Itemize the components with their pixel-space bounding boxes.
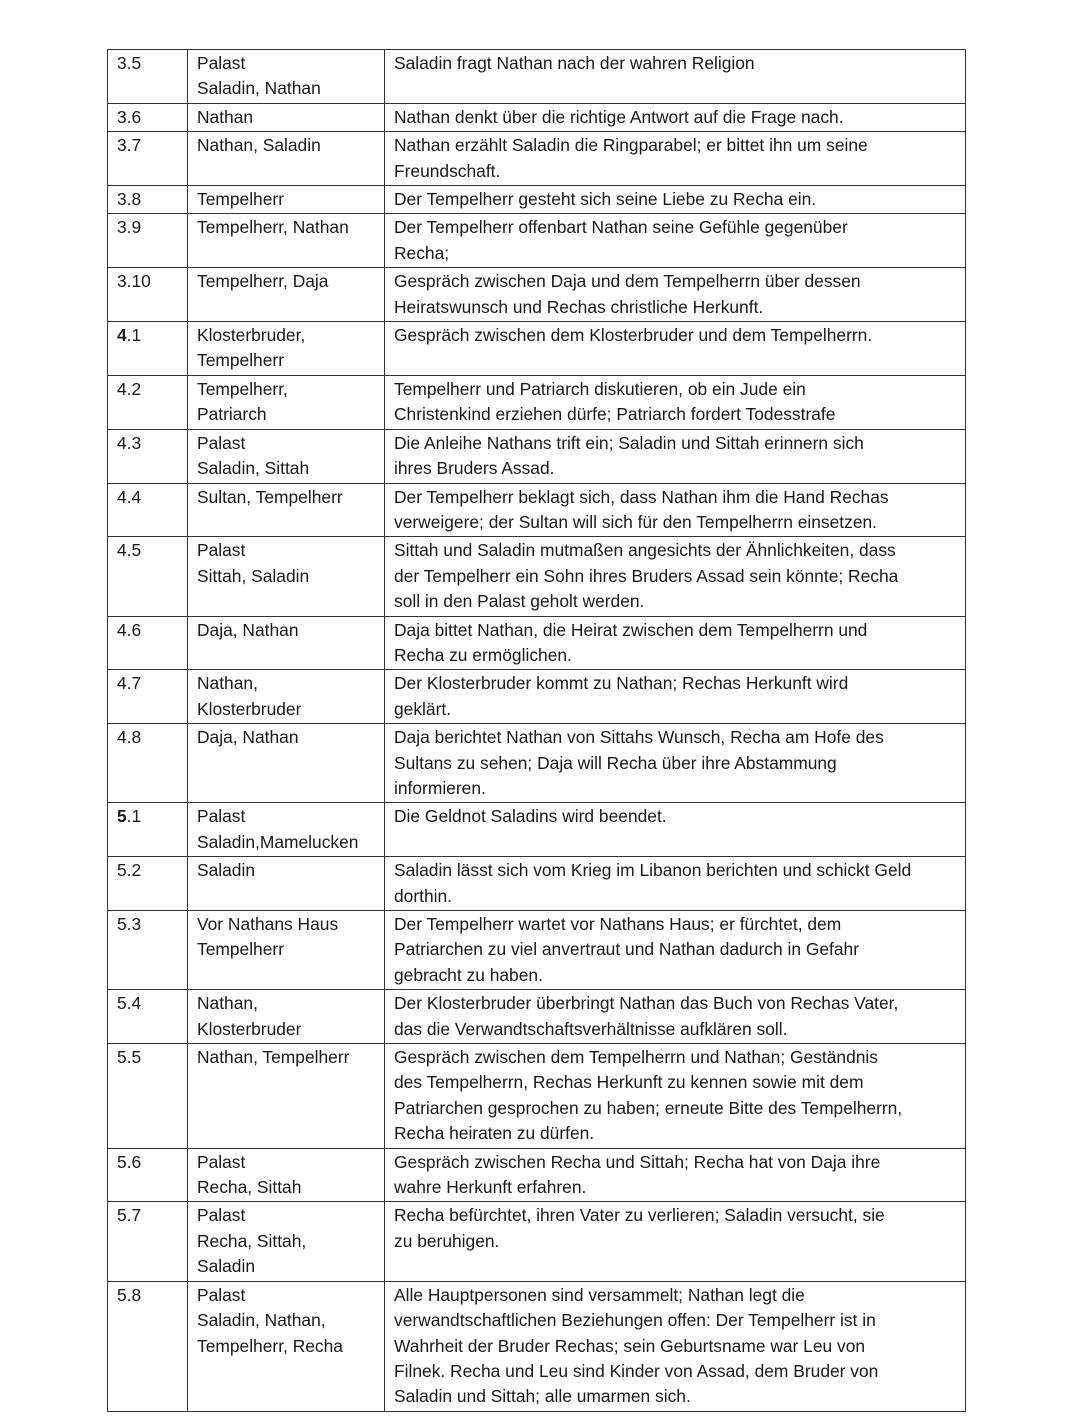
content-line: Der Klosterbruder überbringt Nathan das Buch von Rechas Vater, [394, 993, 899, 1014]
content-line: Recha heiraten zu dürfen. [394, 1123, 595, 1144]
content-line: Saladin und Sittah; alle umarmen sich. [394, 1386, 691, 1407]
character-line: Saladin, Nathan [197, 78, 321, 99]
character-line: Nathan, Tempelherr [197, 1047, 350, 1068]
content-line: dorthin. [394, 885, 453, 906]
table-row [108, 429, 966, 483]
scene-number-cell: 3.6 [108, 103, 188, 131]
scene-number-cell: 3.5 [108, 50, 188, 104]
content-cell [385, 670, 966, 724]
character-line: Sittah, Saladin [197, 565, 310, 586]
scene-number-cell: 4.5 [108, 537, 188, 616]
content-line: Daja berichtet Nathan von Sittahs Wunsch, Recha am Hofe des [394, 727, 884, 748]
content-line: Patriarchen zu viel anvertraut und Nathan dadurch in Gefahr [394, 939, 859, 960]
character-line: Nathan, [197, 673, 258, 694]
character-line: Daja, Nathan [197, 727, 299, 748]
content-cell [385, 483, 966, 537]
content-cell [385, 50, 966, 104]
content-line: geklärt. [394, 698, 452, 719]
content-line: Saladin fragt Nathan nach der wahren Religion [394, 53, 755, 73]
character-line: Klosterbruder [197, 698, 302, 719]
content-line: Daja bittet Nathan, die Heirat zwischen dem Tempelherrn und [394, 619, 868, 640]
content-cell [385, 132, 966, 186]
character-line: Palast [197, 540, 246, 561]
characters-cell [188, 724, 385, 803]
character-line: Saladin [197, 860, 256, 881]
character-line: Tempelherr [197, 350, 284, 371]
character-line: Palast [197, 1151, 246, 1172]
character-line: Palast [197, 806, 246, 827]
table-row [108, 1202, 966, 1281]
content-line: Saladin lässt sich vom Krieg im Libanon berichten und schickt Geld [394, 860, 912, 881]
table-row [108, 911, 966, 990]
scene-number-cell [108, 803, 188, 857]
table-row [108, 483, 966, 537]
content-line: Recha befürchtet, ihren Vater zu verlieren; Saladin versucht, sie [394, 1205, 885, 1226]
characters-cell [188, 375, 385, 429]
act-number: 4 [117, 325, 127, 346]
content-line: Die Geldnot Saladins wird beendet. [394, 806, 667, 827]
content-line: Der Tempelherr wartet vor Nathans Haus; er fürchtet, dem [394, 914, 842, 934]
table-row [108, 1148, 966, 1202]
content-line: Christenkind erziehen dürfe; Patriarch fordert Todesstrafe [394, 404, 836, 425]
content-cell [385, 724, 966, 803]
table-row [108, 537, 966, 616]
character-line: Tempelherr, Daja [197, 271, 329, 292]
scene-number-cell: 4.8 [108, 724, 188, 803]
scene-number-cell: 3.7 [108, 132, 188, 186]
character-line: Nathan, [197, 993, 258, 1014]
table-row [108, 132, 966, 186]
characters-cell [188, 990, 385, 1044]
character-line: Saladin,Mamelucken [197, 831, 359, 852]
character-line: Daja, Nathan [197, 619, 299, 640]
content-line: das die Verwandtschaftsverhältnisse aufklären soll. [394, 1018, 788, 1039]
content-line: Recha zu ermöglichen. [394, 644, 572, 665]
scene-number-cell: 4.3 [108, 429, 188, 483]
scene-number-cell: 4.4 [108, 483, 188, 537]
table-row [108, 857, 966, 911]
table-row [108, 375, 966, 429]
content-line: verwandtschaftlichen Beziehungen offen: Der Tempelherr ist in [394, 1310, 876, 1331]
content-line: Gespräch zwischen Recha und Sittah; Recha hat von Daja ihre [394, 1151, 881, 1172]
scene-suffix: .1 [126, 806, 142, 827]
character-line: Klosterbruder, [197, 325, 306, 346]
content-cell [385, 375, 966, 429]
table-row [108, 990, 966, 1044]
content-line: Der Tempelherr beklagt sich, dass Nathan ihm die Hand Rechas [394, 486, 889, 507]
content-cell [385, 103, 966, 131]
scene-number-cell: 3.9 [108, 214, 188, 268]
content-cell [385, 186, 966, 214]
table-row [108, 103, 966, 131]
character-line: Palast [197, 1284, 246, 1305]
content-cell [385, 429, 966, 483]
scene-number-cell: 5.2 [108, 857, 188, 911]
characters-cell [188, 429, 385, 483]
character-line: Tempelherr [197, 189, 284, 210]
content-line: des Tempelherrn, Rechas Herkunft zu kennen sowie mit dem [394, 1072, 864, 1093]
characters-cell [188, 132, 385, 186]
characters-cell [188, 803, 385, 857]
content-cell [385, 803, 966, 857]
characters-cell [188, 214, 385, 268]
content-line: ihres Bruders Assad. [394, 458, 555, 479]
character-line: Recha, Sittah, [197, 1230, 307, 1251]
content-line: Sittah und Saladin mutmaßen angesichts der Ähnlichkeiten, dass [394, 540, 896, 561]
act-number: 5 [117, 806, 127, 827]
scene-number-cell: 3.8 [108, 186, 188, 214]
content-line: Der Tempelherr gesteht sich seine Liebe zu Recha ein. [394, 189, 817, 210]
table-body [108, 50, 966, 1412]
table-row [108, 268, 966, 322]
table-row [108, 670, 966, 724]
content-line: der Tempelherr ein Sohn ihres Bruders Assad sein könnte; Recha [394, 565, 899, 586]
character-line: Sultan, Tempelherr [197, 486, 343, 507]
scene-number-cell: 5.6 [108, 1148, 188, 1202]
content-line: Tempelherr und Patriarch diskutieren, ob ein Jude ein [394, 378, 806, 399]
character-line: Palast [197, 1205, 246, 1226]
character-line: Nathan, Saladin [197, 135, 321, 156]
content-line: Der Klosterbruder kommt zu Nathan; Rechas Herkunft wird [394, 673, 849, 694]
scene-number-cell: 4.2 [108, 375, 188, 429]
characters-cell [188, 1202, 385, 1281]
character-line: Saladin, Nathan, [197, 1310, 326, 1331]
table-row [108, 322, 966, 376]
content-line: Freundschaft. [394, 160, 501, 181]
scene-number-cell: 3.10 [108, 268, 188, 322]
content-cell [385, 214, 966, 268]
content-cell [385, 268, 966, 322]
content-line: Patriarchen gesprochen zu haben; erneute Bitte des Tempelherrn, [394, 1097, 903, 1118]
content-cell [385, 616, 966, 670]
content-line: soll in den Palast geholt werden. [394, 591, 645, 612]
scene-suffix: .1 [126, 325, 142, 346]
character-line: Vor Nathans Haus [197, 914, 339, 934]
scene-overview-table [107, 49, 966, 1412]
table-row [108, 724, 966, 803]
table-row [108, 616, 966, 670]
content-cell [385, 537, 966, 616]
characters-cell [188, 670, 385, 724]
table-row [108, 803, 966, 857]
character-line: Tempelherr, Recha [197, 1335, 343, 1356]
content-line: verweigere; der Sultan will sich für den Tempelherrn einsetzen. [394, 511, 877, 532]
characters-cell [188, 50, 385, 104]
scene-number-cell: 5.7 [108, 1202, 188, 1281]
scene-number-cell [108, 322, 188, 376]
scene-number-cell: 5.5 [108, 1044, 188, 1149]
character-line: Tempelherr, Nathan [197, 217, 349, 238]
content-line: Filnek. Recha und Leu sind Kinder von Assad, dem Bruder von [394, 1360, 879, 1381]
characters-cell [188, 1044, 385, 1149]
content-line: Gespräch zwischen dem Tempelherrn und Nathan; Geständnis [394, 1047, 878, 1068]
characters-cell [188, 268, 385, 322]
character-line: Klosterbruder [197, 1018, 302, 1039]
content-line: Nathan denkt über die richtige Antwort auf die Frage nach. [394, 106, 844, 127]
characters-cell [188, 483, 385, 537]
characters-cell [188, 1281, 385, 1411]
scene-number-cell: 5.8 [108, 1281, 188, 1411]
content-cell [385, 1281, 966, 1411]
table-row [108, 214, 966, 268]
character-line: Tempelherr, [197, 378, 288, 399]
scene-number-cell: 5.4 [108, 990, 188, 1044]
content-cell [385, 322, 966, 376]
content-line: Der Tempelherr offenbart Nathan seine Gefühle gegenüber [394, 217, 848, 238]
characters-cell [188, 537, 385, 616]
content-line: Heiratswunsch und Rechas christliche Herkunft. [394, 296, 764, 317]
content-line: Wahrheit der Bruder Rechas; sein Geburtsname war Leu von [394, 1335, 866, 1356]
characters-cell [188, 322, 385, 376]
content-line: zu beruhigen. [394, 1230, 500, 1251]
content-line: Gespräch zwischen Daja und dem Tempelherrn über dessen [394, 271, 861, 292]
content-line: Alle Hauptpersonen sind versammelt; Nathan legt die [394, 1284, 805, 1305]
character-line: Saladin [197, 1256, 256, 1277]
character-line: Nathan [197, 106, 254, 127]
content-line: wahre Herkunft erfahren. [394, 1177, 587, 1198]
content-line: Die Anleihe Nathans trift ein; Saladin und Sittah erinnern sich [394, 432, 864, 453]
content-cell [385, 990, 966, 1044]
content-line: Recha; [394, 242, 450, 263]
character-line: Recha, Sittah [197, 1177, 302, 1198]
content-line: Sultans zu sehen; Daja will Recha über ihre Abstammung [394, 752, 837, 773]
character-line: Patriarch [197, 404, 267, 425]
characters-cell [188, 186, 385, 214]
content-line: Gespräch zwischen dem Klosterbruder und dem Tempelherrn. [394, 325, 873, 346]
characters-cell [188, 911, 385, 990]
character-line: Saladin, Sittah [197, 458, 310, 479]
content-cell [385, 911, 966, 990]
content-cell [385, 1148, 966, 1202]
characters-cell [188, 857, 385, 911]
character-line: Tempelherr [197, 939, 284, 960]
content-line: Nathan erzählt Saladin die Ringparabel; er bittet ihn um seine [394, 135, 868, 156]
scene-number-cell: 5.3 [108, 911, 188, 990]
content-cell [385, 1044, 966, 1149]
table-row [108, 1281, 966, 1411]
character-line: Palast [197, 53, 246, 73]
content-line: informieren. [394, 777, 486, 798]
content-line: gebracht zu haben. [394, 964, 543, 985]
character-line: Palast [197, 432, 246, 453]
content-cell [385, 1202, 966, 1281]
content-cell [385, 857, 966, 911]
scene-number-cell: 4.7 [108, 670, 188, 724]
scene-number-cell: 4.6 [108, 616, 188, 670]
table-row [108, 186, 966, 214]
characters-cell [188, 616, 385, 670]
table-row [108, 1044, 966, 1149]
characters-cell [188, 1148, 385, 1202]
characters-cell [188, 103, 385, 131]
table-row [108, 50, 966, 104]
